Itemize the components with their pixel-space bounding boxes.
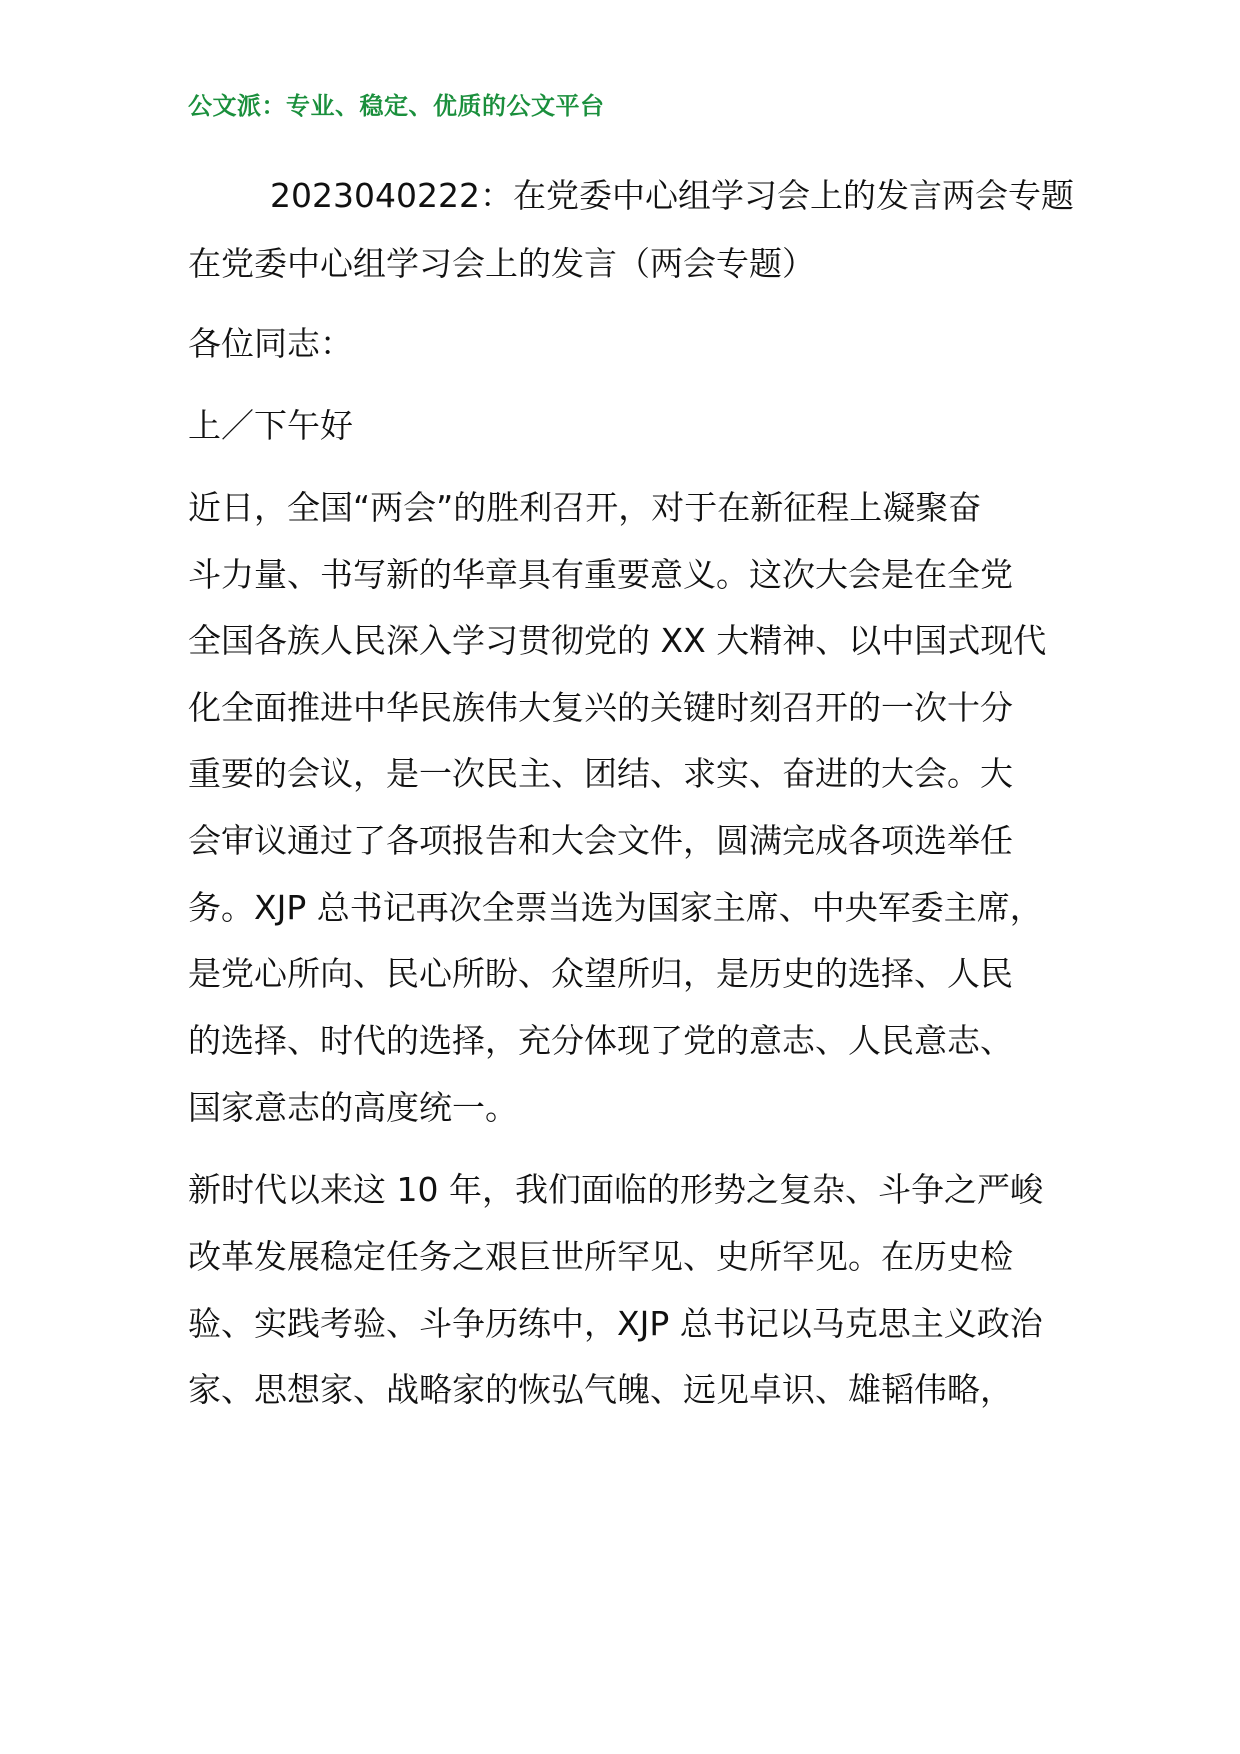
body-line: 务。XJP 总书记再次全票当选为国家主席、中央军委主席，: [188, 888, 1043, 927]
body-line: 是党心所向、民心所盼、众望所归，是历史的选择、人民: [188, 954, 1013, 993]
body-line: 家、思想家、战略家的恢弘气魄、远见卓识、雄韬伟略，: [188, 1370, 1013, 1409]
body-line: 近日，全国“两会”的胜利召开，对于在新征程上凝聚奋: [188, 488, 982, 527]
body-line: 化全面推进中华民族伟大复兴的关键时刻召开的一次十分: [188, 688, 1013, 727]
document-subtitle: 在党委中心组学习会上的发言（两会专题）: [188, 244, 815, 283]
body-line: 重要的会议，是一次民主、团结、求实、奋进的大会。大: [188, 754, 1013, 793]
brand-header: 公文派：专业、稳定、优质的公文平台: [188, 92, 605, 120]
body-line: 会审议通过了各项报告和大会文件，圆满完成各项选举任: [188, 821, 1013, 860]
body-line: 改革发展稳定任务之艰巨世所罕见、史所罕见。在历史检: [188, 1237, 1013, 1276]
body-line: 验、实践考验、斗争历练中，XJP 总书记以马克思主义政治: [188, 1304, 1043, 1343]
salutation: 各位同志：: [188, 324, 353, 363]
document-title: 2023040222：在党委中心组学习会上的发言两会专题: [270, 176, 1074, 215]
greeting: 上／下午好: [188, 406, 353, 445]
body-line: 斗力量、书写新的华章具有重要意义。这次大会是在全党: [188, 555, 1013, 594]
body-line: 国家意志的高度统一。: [188, 1088, 518, 1127]
body-line: 的选择、时代的选择，充分体现了党的意志、人民意志、: [188, 1021, 1013, 1060]
body-line: 新时代以来这 10 年，我们面临的形势之复杂、斗争之严峻: [188, 1170, 1043, 1209]
body-line: 全国各族人民深入学习贯彻党的 XX 大精神、以中国式现代: [188, 621, 1047, 660]
